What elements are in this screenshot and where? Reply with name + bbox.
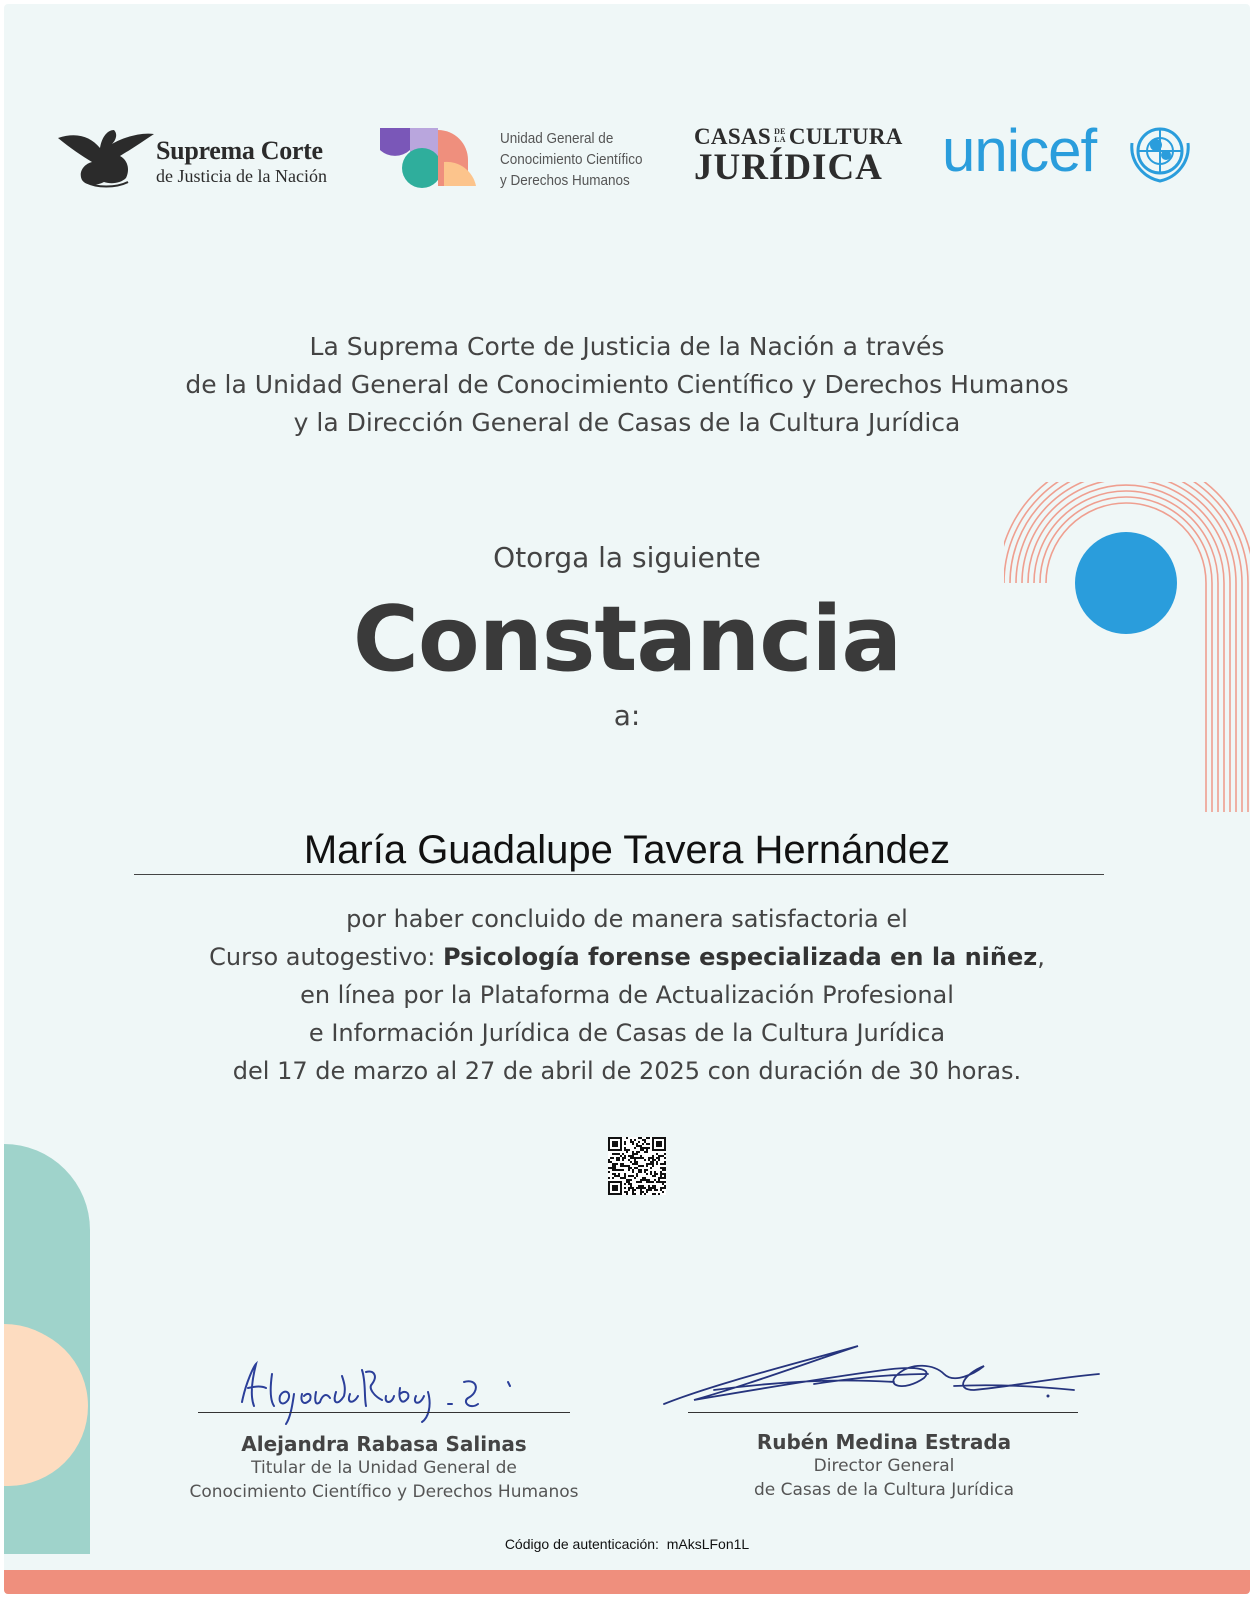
signatory-1-role-line-2: Conocimiento Científico y Derechos Humanos [189,1482,579,1502]
ugccdh-line-2: Conocimiento Científico [500,151,643,168]
otorga-text: Otorga la siguiente [493,541,761,574]
scjn-logo [56,126,326,192]
signatory-1-role [154,1456,614,1504]
signature-1 [232,1352,562,1432]
bottom-color-bar [4,1570,1250,1594]
desc-line-3: en línea por la Plataforma de Actualización Profesional [300,981,954,1009]
intro-line-2: de la Unidad General de Conocimiento Científico y Derechos Humanos [185,370,1069,399]
desc-line-1: por haber concluido de manera satisfactoria el [346,905,908,933]
ugccdh-line-3: y Derechos Humanos [500,172,630,189]
to-text: a: [613,699,641,732]
signatory-1-role-line-1: Titular de la Unidad General de [251,1458,517,1478]
signatory-2-role-line-2: de Casas de la Cultura Jurídica [753,1480,1015,1500]
unicef-emblem-icon [1126,121,1194,185]
certificate-title: Constancia [352,587,902,692]
course-name: Psicología forense especializada en la niñez [442,943,1038,971]
unicef-wordmark: unicef [942,117,1097,184]
qr-code[interactable] [608,1137,666,1195]
scjn-subtitle: de Justicia de la Nación [156,166,327,186]
intro-text [4,328,1250,442]
decorative-left-shapes [4,1144,104,1594]
course-prefix: Curso autogestivo: [209,943,443,971]
unicef-logo [942,116,1202,186]
ccj-logo [694,122,914,192]
desc-line-5: del 17 de marzo al 27 de abril de 2025 con duración de 30 horas. [232,1057,1022,1085]
ugccdh-text [500,128,643,191]
recipient-underline [134,874,1104,875]
signature-2 [654,1334,1114,1414]
signatory-2-name: Rubén Medina Estrada [756,1430,1012,1454]
ccj-line-1: CASAS DE LA CULTURA [694,124,903,149]
ugccdh-logo [380,128,670,194]
signature-line-2 [688,1412,1078,1413]
signatory-2-role [654,1454,1114,1502]
certificate-page [4,4,1250,1594]
eagle-seal-icon [56,126,156,192]
course-suffix: , [1037,943,1045,971]
intro-line-3: y la Dirección General de Casas de la Cultura Jurídica [293,408,961,437]
desc-course-line [4,938,1250,976]
authentication-code [4,1536,1250,1552]
recipient-name: María Guadalupe Tavera Hernández [303,828,951,872]
scjn-name: Suprema Corte [156,136,323,165]
signatory-2-role-line-1: Director General [813,1456,955,1476]
signature-line-1 [198,1412,570,1413]
auth-label: Código de autenticación: [504,1536,659,1552]
description [4,900,1250,1090]
ugccdh-shapes-icon [380,128,482,190]
auth-code[interactable]: mAksLFon1L [666,1536,750,1552]
intro-line-1: La Suprema Corte de Justicia de la Nación a través [309,332,945,361]
ugccdh-line-1: Unidad General de [500,130,614,147]
desc-line-4: e Información Jurídica de Casas de la Cultura Jurídica [308,1019,946,1047]
signatory-1-name: Alejandra Rabasa Salinas [241,1432,527,1456]
ccj-line-2: JURÍDICA [694,147,883,188]
